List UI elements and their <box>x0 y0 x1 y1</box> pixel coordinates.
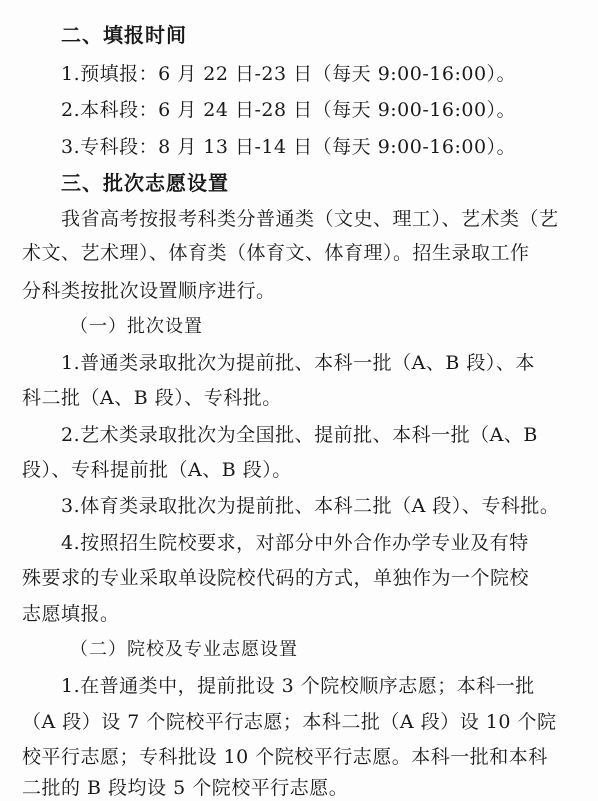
intro-line-1: 我省高考按报考科类分普通类（文史、理工）、艺术类（艺 <box>61 208 559 230</box>
schedule-item-prefill: 1.预填报：6 月 22 日-23 日（每天 9:00-16:00）。 <box>61 63 517 85</box>
subsection-2-heading: （二）院校及专业志愿设置 <box>70 639 298 660</box>
special-code-line-3: 志愿填报。 <box>22 603 120 625</box>
schedule-item-undergraduate: 2.本科段：6 月 24 日-28 日（每天 9:00-16:00）。 <box>61 99 517 121</box>
batch-ordinary-line-1: 1.普通类录取批次为提前批、本科一批（A、B 段）、本 <box>61 352 535 374</box>
subsection-1-heading: （一）批次设置 <box>70 316 203 337</box>
schedule-item-junior-college: 3.专科段：8 月 13 日-14 日（每天 9:00-16:00）。 <box>61 136 517 158</box>
section-2-heading: 二、填报时间 <box>61 23 187 47</box>
volunteer-setting-line-3: 校平行志愿；专科批设 10 个院校平行志愿。本科一批和本科 <box>22 746 548 768</box>
volunteer-setting-line-2: （A 段）设 7 个院校平行志愿；本科二批（A 段）设 10 个院 <box>22 711 557 733</box>
special-code-line-1: 4.按照招生院校要求，对部分中外合作办学专业及有特 <box>61 532 529 554</box>
section-3-heading: 三、批次志愿设置 <box>61 171 229 195</box>
special-code-line-2: 殊要求的专业采取单设院校代码的方式，单独作为一个院校 <box>22 567 530 589</box>
batch-ordinary-line-2: 科二批（A、B 段）、专科批。 <box>22 387 282 409</box>
volunteer-setting-line-4: 二批的 B 段均设 5 个院校平行志愿。 <box>22 777 349 799</box>
batch-arts-line-2: 段）、专科提前批（A、B 段）。 <box>22 459 292 481</box>
batch-arts-line-1: 2.艺术类录取批次为全国批、提前批、本科一批（A、B <box>61 424 538 446</box>
batch-sports-line-1: 3.体育类录取批次为提前批、本科二批（A 段）、专科批。 <box>61 495 560 517</box>
intro-line-2: 术文、艺术理）、体育类（体育文、体育理）。招生录取工作 <box>22 242 530 264</box>
intro-line-3: 分科类按批次设置顺序进行。 <box>22 280 276 302</box>
volunteer-setting-line-1: 1.在普通类中，提前批设 3 个院校顺序志愿；本科一批 <box>61 675 535 697</box>
